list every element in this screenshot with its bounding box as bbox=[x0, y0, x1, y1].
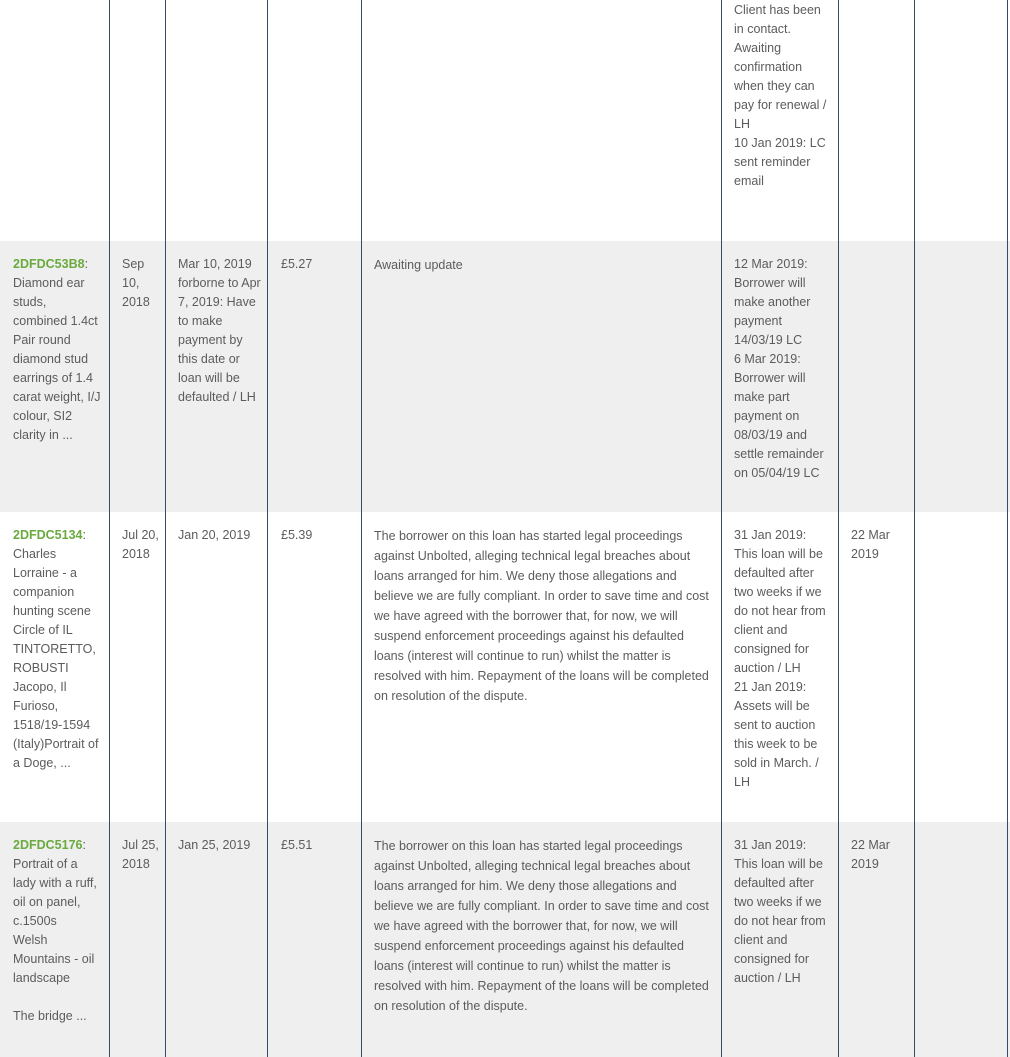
notes-cell: Client has been in contact. Awaiting confirmation when they can pay for renewal / LH 10 Jan 2019: LC sent reminder email bbox=[734, 3, 827, 188]
default-date-cell: 22 Mar 2019 bbox=[851, 528, 890, 561]
notes-cell: 12 Mar 2019: Borrower will make another payment 14/03/19 LC 6 Mar 2019: Borrower will make part payment on 08/03/19 and settle remainder on 05/04/19 LC bbox=[734, 257, 824, 480]
column-divider bbox=[721, 0, 722, 1057]
amount-cell: £5.51 bbox=[281, 838, 313, 852]
table-row bbox=[0, 241, 1010, 512]
default-date-cell: 22 Mar 2019 bbox=[851, 838, 890, 871]
start-date-cell: Jul 25, 2018 bbox=[122, 838, 159, 871]
table-row bbox=[0, 822, 1010, 1057]
update-cell: Awaiting update bbox=[374, 258, 463, 272]
item-cell bbox=[13, 0, 101, 1]
due-date-cell: Mar 10, 2019 forborne to Apr 7, 2019: Have to make payment by this date or loan will be defaulted / LH bbox=[178, 257, 261, 404]
item-cell bbox=[13, 241, 101, 445]
column-divider bbox=[1007, 0, 1008, 1057]
update-cell bbox=[374, 0, 716, 1]
column-divider bbox=[109, 0, 110, 1057]
amount-cell: £5.27 bbox=[281, 257, 313, 271]
item-description: : Portrait of a lady with a ruff, oil on panel, c.1500s Welsh Mountains - oil landscape The bridge ... bbox=[13, 838, 97, 1023]
table-row bbox=[0, 0, 1010, 241]
extra-cell bbox=[927, 241, 1007, 255]
item-description: : Charles Lorraine - a companion hunting scene Circle of IL TINTORETTO, ROBUSTI Jacopo, Il Furioso, 1518/19-1594 (Italy)Portrait of a Doge, ... bbox=[13, 528, 99, 770]
update-cell: The borrower on this loan has started legal proceedings against Unbolted, alleging technical legal breaches about loans arranged for him. We deny those allegations and believe we are fully compliant. In order to save time and cost we have agreed with the borrower that, for now, we will suspend enforcement proceedings against his defaulted loans (interest will continue to run) whilst the matter is resolved with him. Repayment of the loans will be completed on resolution of the dispute. bbox=[374, 529, 709, 703]
extra-cell bbox=[927, 0, 1007, 1]
due-date-cell: Jan 25, 2019 bbox=[178, 838, 251, 852]
column-divider bbox=[914, 0, 915, 1057]
item-cell bbox=[13, 512, 101, 773]
start-date-cell: Sep 10, 2018 bbox=[122, 257, 150, 309]
loan-id-link[interactable]: 2DFDC5176 bbox=[13, 838, 83, 852]
notes-cell: 31 Jan 2019: This loan will be defaulted after two weeks if we do not hear from client and consigned for auction / LH bbox=[734, 838, 826, 985]
column-divider bbox=[361, 0, 362, 1057]
loan-id-link[interactable]: 2DFDC53B8 bbox=[13, 257, 85, 271]
due-date-cell: Jan 20, 2019 bbox=[178, 528, 251, 542]
start-date-cell bbox=[122, 0, 162, 1]
due-date-cell bbox=[178, 0, 264, 1]
notes-cell: 31 Jan 2019: This loan will be defaulted after two weeks if we do not hear from client and consigned for auction / LH 21 Jan 2019: Assets will be sent to auction this week to be sold in March. / LH bbox=[734, 528, 826, 789]
column-divider bbox=[838, 0, 839, 1057]
extra-cell bbox=[927, 822, 1007, 836]
column-divider bbox=[165, 0, 166, 1057]
column-divider bbox=[267, 0, 268, 1057]
amount-cell bbox=[281, 0, 357, 1]
default-date-cell bbox=[851, 241, 911, 255]
table-row bbox=[0, 512, 1010, 822]
extra-cell bbox=[927, 512, 1007, 526]
amount-cell: £5.39 bbox=[281, 528, 313, 542]
item-cell bbox=[13, 822, 101, 1026]
loan-id-link[interactable]: 2DFDC5134 bbox=[13, 528, 83, 542]
default-date-cell bbox=[851, 0, 911, 1]
start-date-cell: Jul 20, 2018 bbox=[122, 528, 159, 561]
update-cell: The borrower on this loan has started legal proceedings against Unbolted, alleging technical legal breaches about loans arranged for him. We deny those allegations and believe we are fully compliant. In order to save time and cost we have agreed with the borrower that, for now, we will suspend enforcement proceedings against his defaulted loans (interest will continue to run) whilst the matter is resolved with him. Repayment of the loans will be completed on resolution of the dispute. bbox=[374, 839, 709, 1013]
item-description: : Diamond ear studs, combined 1.4ct Pair round diamond stud earrings of 1.4 carat weight, I/J colour, SI2 clarity in ... bbox=[13, 257, 101, 442]
